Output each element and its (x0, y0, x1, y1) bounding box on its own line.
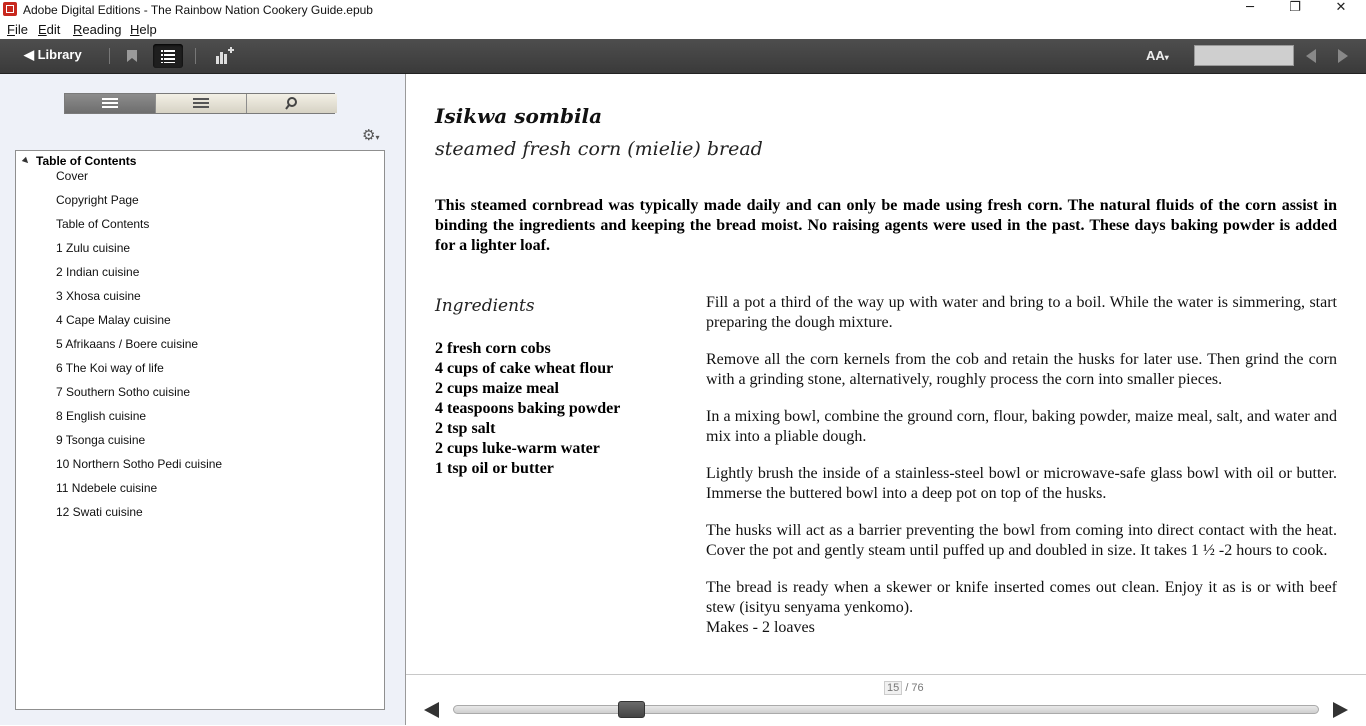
title-bar (0, 0, 1366, 20)
ingredient-item: 4 cups of cake wheat flour (435, 360, 614, 377)
menu-file[interactable] (7, 20, 28, 39)
ingredient-item: 2 cups luke-warm water (435, 440, 600, 457)
recipe-yield: Makes - 2 loaves (706, 619, 815, 636)
toc-item-afrikaans[interactable]: 5 Afrikaans / Boere cuisine (56, 337, 199, 351)
menu-file-label: ile (14, 22, 28, 37)
ingredients-heading: Ingredients (435, 296, 535, 316)
bookmark-icon (117, 44, 147, 68)
bookmark-button[interactable] (117, 44, 147, 68)
page-slider-thumb[interactable] (618, 701, 645, 718)
search-icon (247, 94, 337, 113)
previous-page-button[interactable] (424, 702, 439, 718)
toc-list-icon (153, 44, 183, 68)
search-tab[interactable] (247, 94, 337, 113)
current-page-input[interactable]: 15 (884, 681, 902, 695)
toc-item-copyright[interactable]: Copyright Page (56, 193, 139, 207)
total-pages: / 76 (905, 682, 924, 694)
toc-item-cape-malay[interactable]: 4 Cape Malay cuisine (56, 313, 171, 327)
toc-root[interactable] (23, 154, 136, 168)
collapse-triangle-icon[interactable] (22, 157, 30, 165)
method-step: The bread is ready when a skewer or knife inserted comes out clean. Enjoy it as is or with beef stew (isityu senyama yenkomo). (706, 579, 1337, 616)
ingredient-item: 1 tsp oil or butter (435, 460, 554, 477)
method-step: Fill a pot a third of the way up with water and bring to a boil. While the water is simmering, start preparing the dough mixture. (706, 294, 1337, 331)
menu-reading[interactable] (73, 20, 121, 39)
minimize-button[interactable]: ─ (1246, 0, 1254, 15)
toc-view-button[interactable] (153, 44, 183, 68)
next-page-button[interactable] (1333, 702, 1348, 718)
previous-page-arrow-icon[interactable] (1306, 49, 1316, 63)
search-input[interactable] (1194, 45, 1294, 66)
toc-item-zulu[interactable]: 1 Zulu cuisine (56, 241, 131, 255)
toc-tree (15, 150, 385, 710)
toolbar (0, 39, 1366, 74)
menu-edit[interactable] (38, 20, 60, 39)
page-navigation-bar (406, 674, 1366, 726)
method-step: Remove all the corn kernels from the cob and retain the husks for later use. Then grind the corn with a grinding stone, alternatively, roughly process the corn into smaller pieces. (706, 351, 1337, 388)
navigation-panel (0, 74, 406, 725)
menu-bar (0, 20, 1366, 39)
toolbar-divider (109, 48, 110, 64)
menu-file-accel: F (7, 22, 15, 37)
toc-tab[interactable] (65, 94, 156, 113)
toc-item-swati[interactable]: 12 Swati cuisine (56, 505, 143, 519)
toc-item-contents[interactable]: Table of Contents (56, 217, 150, 231)
toc-item-tsonga[interactable]: 9 Tsonga cuisine (56, 433, 146, 447)
menu-edit-accel: E (38, 22, 47, 37)
menu-reading-accel: R (73, 22, 83, 37)
gear-icon[interactable]: ⚙▾ (362, 126, 380, 144)
library-button[interactable]: ◀ Library (24, 47, 82, 62)
ingredient-item: 4 teaspoons baking powder (435, 400, 621, 417)
ingredient-item: 2 fresh corn cobs (435, 340, 551, 357)
ingredient-item: 2 tsp salt (435, 420, 496, 437)
toc-item-koi[interactable]: 6 The Koi way of life (56, 361, 164, 375)
add-to-collection-button[interactable] (209, 44, 239, 68)
bookmarks-tab-icon (156, 94, 246, 113)
toc-item-xhosa[interactable]: 3 Xhosa cuisine (56, 289, 141, 303)
page-slider-track[interactable] (453, 705, 1319, 714)
method-step: Lightly brush the inside of a stainless-steel bowl or microwave-safe glass bowl with oil or butter. Immerse the buttered bowl into a deep pot on top of the husks. (706, 465, 1337, 502)
bookmarks-tab[interactable] (156, 94, 247, 113)
toc-item-english[interactable]: 8 English cuisine (56, 409, 147, 423)
toc-root-label: Table of Contents (36, 154, 137, 168)
close-button[interactable]: ✕ (1335, 0, 1347, 15)
recipe-subtitle: steamed fresh corn (mielie) bread (435, 138, 763, 160)
menu-help-accel: H (130, 22, 140, 37)
toc-item-cover[interactable]: Cover (56, 169, 89, 183)
restore-button[interactable]: ❐ (1289, 0, 1301, 15)
menu-edit-label: dit (46, 22, 61, 37)
next-page-arrow-icon[interactable] (1338, 49, 1348, 63)
ingredients-list (435, 339, 620, 479)
ingredient-item: 2 cups maize meal (435, 380, 559, 397)
menu-reading-label: eading (82, 22, 122, 37)
reading-pane (406, 74, 1366, 674)
page-counter (884, 682, 924, 694)
recipe-title: Isikwa sombila (435, 104, 603, 128)
recipe-intro: This steamed cornbread was typically made daily and can only be made using fresh corn. The natural fluids of the corn assist in binding the ingredients and keeping the bread moist. No raising agents were used in the past. These days baking powder is added for a lighter loaf. (435, 197, 1337, 254)
toc-tab-icon (65, 94, 155, 113)
font-size-button[interactable]: AA▾ (1146, 48, 1169, 63)
toc-item-southern-sotho[interactable]: 7 Southern Sotho cuisine (56, 385, 191, 399)
font-size-icon: AA (1146, 48, 1165, 63)
toc-item-ndebele[interactable]: 11 Ndebele cuisine (56, 481, 158, 495)
menu-help-label: elp (139, 22, 157, 37)
window-title: Adobe Digital Editions - The Rainbow Nation Cookery Guide.epub (23, 3, 373, 17)
toolbar-divider (195, 48, 196, 64)
method-steps (706, 293, 1337, 638)
panel-view-switcher (64, 93, 335, 114)
method-step: The husks will act as a barrier preventing the bowl from coming into direct contact with the heat. Cover the pot and gently steam until puffed up and doubled in size. It takes 1 ½ -2 hours to cook. (706, 522, 1337, 559)
toc-item-northern-sotho[interactable]: 10 Northern Sotho Pedi cuisine (56, 457, 223, 471)
toc-item-indian[interactable]: 2 Indian cuisine (56, 265, 140, 279)
add-chart-icon (209, 44, 239, 68)
menu-help[interactable] (130, 20, 157, 39)
method-step: In a mixing bowl, combine the ground corn, flour, baking powder, maize meal, salt, and water and mix into a pliable dough. (706, 408, 1337, 445)
app-logo-icon (3, 2, 17, 16)
